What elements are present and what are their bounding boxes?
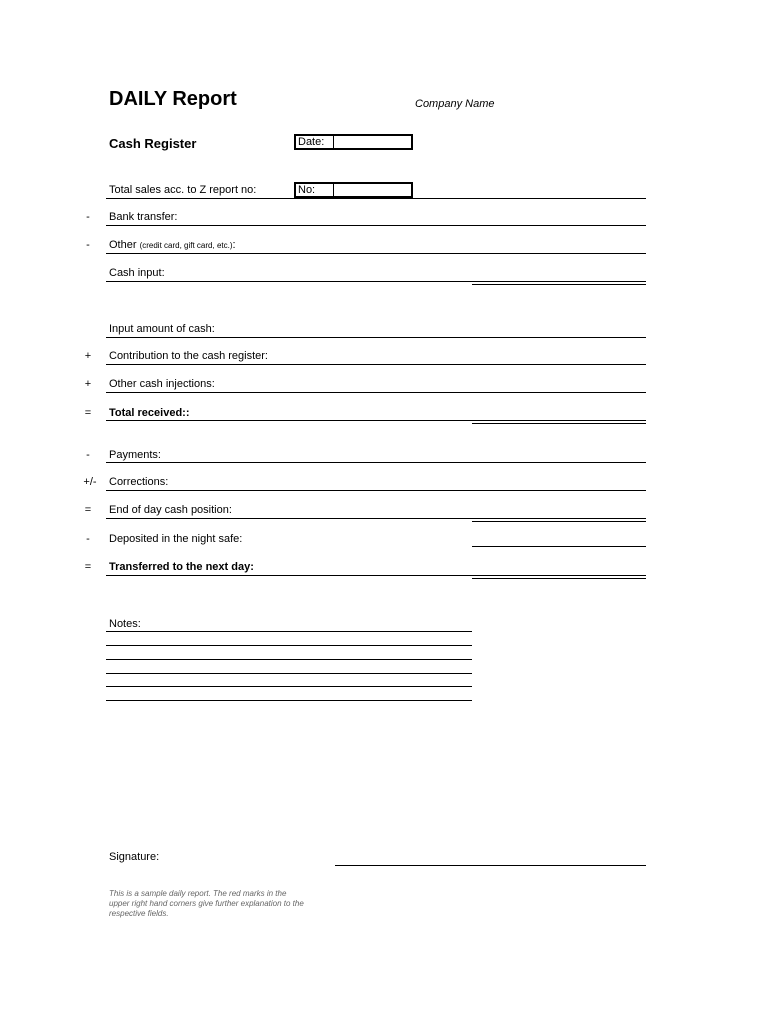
corrections-line[interactable] [106,490,646,491]
notes-line[interactable] [106,700,472,701]
total-received-label: Total received:: [109,407,190,419]
payments-op: - [86,449,90,461]
notes-line[interactable] [106,631,472,632]
total-sales-label: Total sales acc. to Z report no: [109,184,257,196]
total-received-op: = [84,407,92,419]
deposited-op: - [86,533,90,545]
no-value[interactable] [334,184,411,196]
notes-line[interactable] [106,673,472,674]
corrections-label: Corrections: [109,476,169,488]
other-note: (credit card, gift card, etc.) [139,241,233,250]
cash-input-label: Cash input: [109,267,165,279]
bank-transfer-label: Bank transfer: [109,211,178,223]
deposited-label: Deposited in the night safe: [109,533,243,545]
z-report-number-field[interactable] [294,182,413,198]
transferred-op: = [84,561,92,573]
total-received-line [106,420,472,421]
end-of-day-line [106,518,472,519]
other-colon: : [232,239,236,251]
notes-label: Notes: [109,618,141,630]
total-received-total-line[interactable] [472,420,646,424]
other-line[interactable] [106,253,646,254]
transferred-line [106,575,472,576]
other-label-group [109,239,236,251]
payments-label: Payments: [109,449,161,461]
end-of-day-label: End of day cash position: [109,504,232,516]
end-of-day-total-line[interactable] [472,518,646,522]
no-label: No: [296,184,334,196]
total-sales-line[interactable] [106,198,646,199]
contribution-op: + [84,350,92,362]
bank-transfer-line[interactable] [106,225,646,226]
date-field[interactable] [294,134,413,150]
payments-line[interactable] [106,462,646,463]
notes-line[interactable] [106,659,472,660]
notes-line[interactable] [106,645,472,646]
input-amount-line[interactable] [106,337,646,338]
section-title: Cash Register [109,136,197,151]
other-label: Other [109,239,137,251]
page-title: DAILY Report [109,88,237,110]
notes-line[interactable] [106,686,472,687]
corrections-op: +/- [83,476,97,488]
other-injections-op: + [84,378,92,390]
input-amount-label: Input amount of cash: [109,323,215,335]
other-injections-line[interactable] [106,392,646,393]
transferred-total-line[interactable] [472,575,646,579]
contribution-label: Contribution to the cash register: [109,350,268,362]
date-label: Date: [296,136,334,148]
date-value[interactable] [334,136,411,148]
end-of-day-op: = [84,504,92,516]
other-op: - [86,239,90,251]
contribution-line[interactable] [106,364,646,365]
signature-label: Signature: [109,851,160,863]
transferred-label: Transferred to the next day: [109,561,254,573]
deposited-line[interactable] [472,546,646,547]
bank-transfer-op: - [86,211,90,223]
footnote: This is a sample daily report. The red marks in the upper right hand corners give further explanation to the respective fields. [109,889,304,918]
signature-line[interactable] [335,865,646,866]
other-injections-label: Other cash injections: [109,378,215,390]
company-name: Company Name [415,98,495,110]
cash-input-line [106,281,472,282]
cash-input-total-line[interactable] [472,281,646,285]
